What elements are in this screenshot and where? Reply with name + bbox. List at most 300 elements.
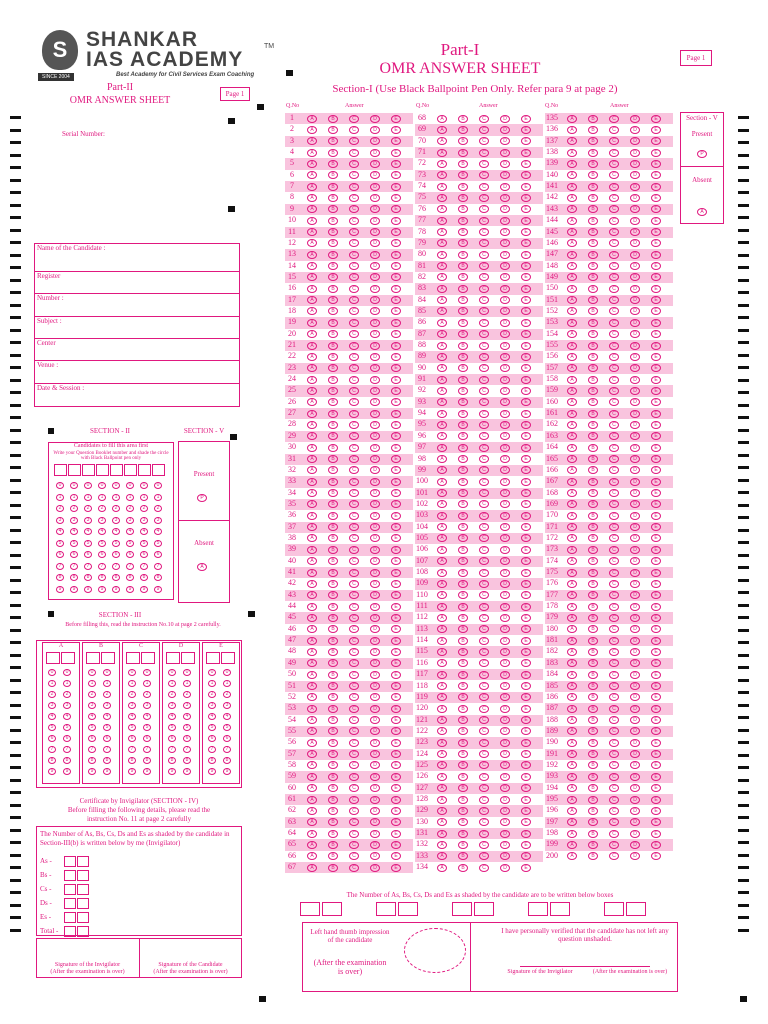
answer-bubble[interactable]: D: [630, 512, 640, 520]
answer-bubble[interactable]: E: [651, 705, 661, 713]
answer-bubble[interactable]: C: [479, 523, 489, 531]
answer-bubble[interactable]: E: [521, 603, 531, 611]
answer-bubble[interactable]: D: [370, 625, 380, 633]
answer-bubble[interactable]: C: [609, 489, 619, 497]
answer-bubble[interactable]: C: [609, 512, 619, 520]
answer-bubble[interactable]: E: [651, 739, 661, 747]
section3-digit-bubble[interactable]: 7: [48, 746, 56, 753]
answer-bubble[interactable]: D: [370, 478, 380, 486]
answer-bubble[interactable]: D: [370, 376, 380, 384]
section3-digit-bubble[interactable]: 3: [103, 702, 111, 709]
answer-bubble[interactable]: A: [307, 614, 317, 622]
answer-bubble[interactable]: B: [458, 115, 468, 123]
answer-bubble[interactable]: A: [567, 217, 577, 225]
thumb-impression-area[interactable]: [404, 928, 466, 973]
answer-bubble[interactable]: C: [349, 296, 359, 304]
answer-bubble[interactable]: C: [349, 830, 359, 838]
answer-bubble[interactable]: E: [651, 648, 661, 656]
answer-bubble[interactable]: B: [588, 296, 598, 304]
section3-digit-bubble[interactable]: 9: [168, 768, 176, 775]
answer-bubble[interactable]: A: [437, 149, 447, 157]
answer-bubble[interactable]: E: [391, 353, 401, 361]
answer-bubble[interactable]: B: [328, 217, 338, 225]
answer-bubble[interactable]: B: [588, 160, 598, 168]
answer-bubble[interactable]: D: [500, 183, 510, 191]
answer-bubble[interactable]: B: [328, 205, 338, 213]
answer-bubble[interactable]: C: [349, 773, 359, 781]
section3-digit-bubble[interactable]: 2: [103, 691, 111, 698]
invig-count-box[interactable]: [77, 884, 89, 895]
answer-bubble[interactable]: B: [328, 557, 338, 565]
answer-bubble[interactable]: A: [567, 115, 577, 123]
section3-digit-bubble[interactable]: 8: [128, 757, 136, 764]
answer-count-box[interactable]: [550, 902, 570, 916]
answer-bubble[interactable]: A: [567, 353, 577, 361]
answer-bubble[interactable]: B: [458, 534, 468, 542]
section3-digit-bubble[interactable]: 3: [63, 702, 71, 709]
answer-bubble[interactable]: E: [391, 239, 401, 247]
booklet-digit-bubble[interactable]: 9: [84, 586, 92, 593]
answer-bubble[interactable]: D: [370, 137, 380, 145]
answer-bubble[interactable]: A: [307, 398, 317, 406]
answer-bubble[interactable]: B: [458, 296, 468, 304]
booklet-digit-bubble[interactable]: 5: [98, 540, 106, 547]
answer-bubble[interactable]: A: [567, 682, 577, 690]
answer-bubble[interactable]: B: [588, 319, 598, 327]
answer-bubble[interactable]: E: [391, 818, 401, 826]
answer-bubble[interactable]: C: [479, 625, 489, 633]
answer-bubble[interactable]: A: [307, 534, 317, 542]
answer-bubble[interactable]: B: [458, 682, 468, 690]
answer-bubble[interactable]: B: [458, 410, 468, 418]
answer-bubble[interactable]: A: [437, 126, 447, 134]
answer-bubble[interactable]: E: [651, 228, 661, 236]
booklet-digit-bubble[interactable]: 4: [84, 528, 92, 535]
answer-bubble[interactable]: D: [630, 580, 640, 588]
answer-bubble[interactable]: B: [458, 841, 468, 849]
answer-bubble[interactable]: B: [328, 750, 338, 758]
answer-bubble[interactable]: B: [458, 194, 468, 202]
answer-bubble[interactable]: B: [588, 489, 598, 497]
answer-bubble[interactable]: A: [567, 727, 577, 735]
answer-bubble[interactable]: E: [651, 444, 661, 452]
answer-bubble[interactable]: B: [328, 319, 338, 327]
answer-bubble[interactable]: E: [391, 137, 401, 145]
answer-bubble[interactable]: B: [588, 580, 598, 588]
answer-bubble[interactable]: B: [588, 818, 598, 826]
answer-bubble[interactable]: A: [567, 239, 577, 247]
booklet-digit-bubble[interactable]: 4: [140, 528, 148, 535]
answer-bubble[interactable]: D: [500, 137, 510, 145]
answer-bubble[interactable]: D: [370, 852, 380, 860]
invig-count-box[interactable]: [64, 870, 76, 881]
answer-bubble[interactable]: D: [500, 444, 510, 452]
answer-bubble[interactable]: A: [437, 625, 447, 633]
answer-bubble[interactable]: B: [328, 387, 338, 395]
answer-bubble[interactable]: C: [609, 296, 619, 304]
answer-bubble[interactable]: D: [370, 171, 380, 179]
section3-digit-bubble[interactable]: 3: [168, 702, 176, 709]
answer-bubble[interactable]: C: [609, 285, 619, 293]
answer-bubble[interactable]: C: [609, 614, 619, 622]
section3-digit-bubble[interactable]: 0: [128, 669, 136, 676]
answer-bubble[interactable]: E: [651, 603, 661, 611]
section3-digit-bubble[interactable]: 0: [48, 669, 56, 676]
invig-count-box[interactable]: [77, 870, 89, 881]
answer-bubble[interactable]: E: [391, 512, 401, 520]
answer-bubble[interactable]: E: [651, 160, 661, 168]
answer-bubble[interactable]: E: [391, 160, 401, 168]
section3-digit-bubble[interactable]: 8: [168, 757, 176, 764]
answer-bubble[interactable]: A: [307, 228, 317, 236]
answer-bubble[interactable]: E: [521, 591, 531, 599]
answer-bubble[interactable]: B: [458, 603, 468, 611]
booklet-digit-bubble[interactable]: 8: [70, 574, 78, 581]
answer-bubble[interactable]: E: [651, 625, 661, 633]
answer-bubble[interactable]: B: [328, 353, 338, 361]
answer-bubble[interactable]: A: [437, 591, 447, 599]
answer-bubble[interactable]: A: [307, 217, 317, 225]
answer-bubble[interactable]: E: [521, 727, 531, 735]
answer-bubble[interactable]: A: [567, 455, 577, 463]
invig-count-box[interactable]: [64, 912, 76, 923]
answer-bubble[interactable]: A: [307, 546, 317, 554]
booklet-digit-bubble[interactable]: 5: [112, 540, 120, 547]
booklet-digit-bubble[interactable]: 3: [98, 517, 106, 524]
answer-bubble[interactable]: B: [458, 205, 468, 213]
invig-count-box[interactable]: [64, 856, 76, 867]
answer-bubble[interactable]: C: [609, 194, 619, 202]
section3-digit-bubble[interactable]: 4: [88, 713, 96, 720]
answer-bubble[interactable]: C: [609, 115, 619, 123]
answer-bubble[interactable]: D: [370, 761, 380, 769]
answer-bubble[interactable]: C: [349, 273, 359, 281]
answer-bubble[interactable]: A: [307, 115, 317, 123]
answer-bubble[interactable]: E: [391, 557, 401, 565]
answer-bubble[interactable]: D: [370, 455, 380, 463]
answer-bubble[interactable]: E: [651, 171, 661, 179]
booklet-digit-bubble[interactable]: 5: [140, 540, 148, 547]
answer-bubble[interactable]: E: [521, 398, 531, 406]
answer-bubble[interactable]: A: [567, 534, 577, 542]
booklet-digit-bubble[interactable]: 2: [84, 505, 92, 512]
answer-bubble[interactable]: D: [630, 273, 640, 281]
answer-bubble[interactable]: D: [370, 659, 380, 667]
answer-bubble[interactable]: D: [500, 830, 510, 838]
answer-bubble[interactable]: A: [307, 239, 317, 247]
answer-bubble[interactable]: D: [630, 671, 640, 679]
answer-bubble[interactable]: D: [630, 784, 640, 792]
answer-bubble[interactable]: D: [630, 739, 640, 747]
answer-bubble[interactable]: A: [567, 160, 577, 168]
answer-bubble[interactable]: A: [567, 364, 577, 372]
answer-bubble[interactable]: E: [391, 625, 401, 633]
answer-bubble[interactable]: D: [630, 478, 640, 486]
answer-bubble[interactable]: B: [458, 330, 468, 338]
absent-bubble-right[interactable]: A: [697, 208, 707, 216]
answer-bubble[interactable]: A: [567, 330, 577, 338]
answer-bubble[interactable]: B: [328, 432, 338, 440]
answer-bubble[interactable]: A: [437, 239, 447, 247]
section3-digit-bubble[interactable]: 0: [143, 669, 151, 676]
booklet-digit-bubble[interactable]: 8: [56, 574, 64, 581]
answer-bubble[interactable]: C: [479, 864, 489, 872]
answer-bubble[interactable]: B: [328, 410, 338, 418]
answer-bubble[interactable]: C: [479, 750, 489, 758]
answer-bubble[interactable]: B: [458, 750, 468, 758]
answer-bubble[interactable]: A: [307, 160, 317, 168]
answer-bubble[interactable]: D: [370, 500, 380, 508]
answer-bubble[interactable]: D: [500, 353, 510, 361]
answer-bubble[interactable]: C: [609, 773, 619, 781]
answer-bubble[interactable]: D: [500, 296, 510, 304]
answer-bubble[interactable]: E: [391, 761, 401, 769]
answer-bubble[interactable]: A: [307, 818, 317, 826]
answer-bubble[interactable]: A: [437, 183, 447, 191]
answer-bubble[interactable]: C: [349, 251, 359, 259]
answer-bubble[interactable]: C: [609, 761, 619, 769]
answer-bubble[interactable]: C: [609, 421, 619, 429]
answer-bubble[interactable]: D: [500, 807, 510, 815]
answer-bubble[interactable]: C: [609, 262, 619, 270]
answer-bubble[interactable]: D: [630, 285, 640, 293]
booklet-digit-bubble[interactable]: 3: [70, 517, 78, 524]
section3-digit-bubble[interactable]: 6: [88, 735, 96, 742]
answer-bubble[interactable]: B: [588, 217, 598, 225]
answer-bubble[interactable]: C: [609, 160, 619, 168]
answer-bubble[interactable]: E: [521, 205, 531, 213]
answer-bubble[interactable]: B: [328, 262, 338, 270]
answer-bubble[interactable]: C: [479, 330, 489, 338]
answer-bubble[interactable]: D: [370, 841, 380, 849]
booklet-digit-bubble[interactable]: 6: [140, 551, 148, 558]
answer-bubble[interactable]: B: [328, 807, 338, 815]
booklet-digit-bubble[interactable]: 5: [126, 540, 134, 547]
section3-digit-bubble[interactable]: 2: [168, 691, 176, 698]
answer-bubble[interactable]: B: [458, 546, 468, 554]
answer-bubble[interactable]: B: [458, 342, 468, 350]
answer-bubble[interactable]: E: [521, 342, 531, 350]
answer-bubble[interactable]: D: [630, 137, 640, 145]
answer-bubble[interactable]: B: [328, 444, 338, 452]
answer-bubble[interactable]: D: [500, 251, 510, 259]
answer-bubble[interactable]: E: [651, 183, 661, 191]
section3-digit-bubble[interactable]: 5: [88, 724, 96, 731]
answer-bubble[interactable]: B: [328, 239, 338, 247]
answer-bubble[interactable]: E: [651, 330, 661, 338]
answer-bubble[interactable]: E: [521, 228, 531, 236]
answer-bubble[interactable]: C: [479, 818, 489, 826]
answer-bubble[interactable]: E: [391, 126, 401, 134]
section3-digit-bubble[interactable]: 4: [143, 713, 151, 720]
answer-bubble[interactable]: C: [349, 171, 359, 179]
answer-bubble[interactable]: C: [349, 761, 359, 769]
booklet-digit-bubble[interactable]: 7: [98, 563, 106, 570]
answer-bubble[interactable]: C: [479, 807, 489, 815]
answer-bubble[interactable]: B: [588, 807, 598, 815]
answer-bubble[interactable]: E: [521, 171, 531, 179]
answer-bubble[interactable]: B: [458, 716, 468, 724]
answer-bubble[interactable]: A: [307, 296, 317, 304]
answer-bubble[interactable]: B: [458, 796, 468, 804]
answer-bubble[interactable]: C: [609, 319, 619, 327]
section3-digit-bubble[interactable]: 7: [223, 746, 231, 753]
answer-bubble[interactable]: B: [458, 160, 468, 168]
answer-bubble[interactable]: C: [479, 580, 489, 588]
answer-bubble[interactable]: B: [588, 682, 598, 690]
answer-bubble[interactable]: C: [609, 648, 619, 656]
answer-bubble[interactable]: D: [630, 727, 640, 735]
answer-bubble[interactable]: C: [349, 432, 359, 440]
section3-digit-bubble[interactable]: 8: [63, 757, 71, 764]
booklet-digit-bubble[interactable]: 4: [98, 528, 106, 535]
answer-bubble[interactable]: D: [500, 693, 510, 701]
booklet-digit-bubble[interactable]: 4: [126, 528, 134, 535]
answer-bubble[interactable]: C: [479, 512, 489, 520]
section3-digit-bubble[interactable]: 1: [223, 680, 231, 687]
answer-bubble[interactable]: B: [588, 228, 598, 236]
answer-bubble[interactable]: A: [567, 273, 577, 281]
answer-bubble[interactable]: B: [458, 273, 468, 281]
section3-digit-bubble[interactable]: 0: [88, 669, 96, 676]
answer-bubble[interactable]: D: [500, 500, 510, 508]
section3-digit-bubble[interactable]: 4: [168, 713, 176, 720]
answer-bubble[interactable]: B: [328, 455, 338, 463]
answer-bubble[interactable]: D: [630, 500, 640, 508]
answer-bubble[interactable]: C: [349, 603, 359, 611]
answer-bubble[interactable]: C: [609, 466, 619, 474]
answer-bubble[interactable]: A: [307, 682, 317, 690]
section3-digit-bubble[interactable]: 2: [128, 691, 136, 698]
section3-digit-bubble[interactable]: 1: [143, 680, 151, 687]
section3-digit-box[interactable]: [86, 652, 100, 664]
answer-bubble[interactable]: B: [588, 364, 598, 372]
answer-count-box[interactable]: [528, 902, 548, 916]
section3-digit-box[interactable]: [46, 652, 60, 664]
answer-bubble[interactable]: C: [479, 194, 489, 202]
answer-bubble[interactable]: D: [500, 603, 510, 611]
answer-bubble[interactable]: C: [349, 478, 359, 486]
answer-bubble[interactable]: B: [328, 137, 338, 145]
answer-bubble[interactable]: C: [609, 398, 619, 406]
answer-bubble[interactable]: E: [651, 727, 661, 735]
answer-bubble[interactable]: B: [458, 580, 468, 588]
answer-bubble[interactable]: C: [479, 115, 489, 123]
answer-bubble[interactable]: E: [521, 500, 531, 508]
answer-bubble[interactable]: E: [391, 580, 401, 588]
answer-bubble[interactable]: E: [651, 307, 661, 315]
answer-bubble[interactable]: E: [521, 296, 531, 304]
answer-bubble[interactable]: C: [349, 671, 359, 679]
answer-bubble[interactable]: A: [307, 796, 317, 804]
answer-bubble[interactable]: E: [651, 273, 661, 281]
answer-bubble[interactable]: C: [479, 398, 489, 406]
answer-bubble[interactable]: E: [391, 228, 401, 236]
answer-bubble[interactable]: B: [458, 307, 468, 315]
answer-bubble[interactable]: A: [567, 228, 577, 236]
invig-count-box[interactable]: [77, 856, 89, 867]
answer-bubble[interactable]: B: [328, 727, 338, 735]
answer-bubble[interactable]: B: [588, 205, 598, 213]
answer-bubble[interactable]: D: [500, 659, 510, 667]
answer-bubble[interactable]: A: [567, 376, 577, 384]
booklet-digit-bubble[interactable]: 8: [84, 574, 92, 581]
booklet-digit-bubble[interactable]: 7: [112, 563, 120, 570]
answer-bubble[interactable]: C: [609, 444, 619, 452]
section3-digit-bubble[interactable]: 3: [223, 702, 231, 709]
answer-bubble[interactable]: B: [458, 512, 468, 520]
answer-bubble[interactable]: C: [609, 217, 619, 225]
booklet-digit-box[interactable]: [138, 464, 151, 476]
answer-bubble[interactable]: D: [630, 149, 640, 157]
answer-bubble[interactable]: B: [328, 115, 338, 123]
answer-bubble[interactable]: D: [500, 534, 510, 542]
answer-bubble[interactable]: D: [370, 727, 380, 735]
answer-bubble[interactable]: A: [307, 625, 317, 633]
answer-bubble[interactable]: A: [437, 830, 447, 838]
answer-bubble[interactable]: D: [630, 296, 640, 304]
answer-bubble[interactable]: D: [370, 342, 380, 350]
answer-bubble[interactable]: A: [567, 557, 577, 565]
answer-bubble[interactable]: D: [370, 410, 380, 418]
answer-bubble[interactable]: E: [391, 671, 401, 679]
answer-bubble[interactable]: B: [458, 591, 468, 599]
candidate-field-4[interactable]: Center: [35, 338, 240, 347]
answer-bubble[interactable]: E: [391, 773, 401, 781]
answer-bubble[interactable]: D: [500, 273, 510, 281]
answer-bubble[interactable]: E: [651, 614, 661, 622]
answer-bubble[interactable]: A: [567, 523, 577, 531]
answer-bubble[interactable]: B: [328, 478, 338, 486]
answer-bubble[interactable]: D: [370, 160, 380, 168]
answer-bubble[interactable]: C: [479, 705, 489, 713]
answer-bubble[interactable]: B: [458, 285, 468, 293]
answer-bubble[interactable]: C: [479, 444, 489, 452]
answer-bubble[interactable]: D: [500, 330, 510, 338]
answer-bubble[interactable]: A: [567, 603, 577, 611]
answer-bubble[interactable]: B: [588, 376, 598, 384]
answer-bubble[interactable]: B: [328, 160, 338, 168]
booklet-digit-bubble[interactable]: 5: [154, 540, 162, 547]
answer-bubble[interactable]: A: [307, 784, 317, 792]
answer-bubble[interactable]: B: [328, 625, 338, 633]
answer-bubble[interactable]: C: [349, 523, 359, 531]
answer-bubble[interactable]: B: [328, 228, 338, 236]
answer-bubble[interactable]: E: [521, 852, 531, 860]
section3-digit-bubble[interactable]: 4: [128, 713, 136, 720]
answer-bubble[interactable]: E: [651, 387, 661, 395]
answer-bubble[interactable]: A: [437, 807, 447, 815]
answer-bubble[interactable]: E: [391, 659, 401, 667]
answer-bubble[interactable]: B: [588, 796, 598, 804]
section3-digit-bubble[interactable]: 5: [48, 724, 56, 731]
answer-bubble[interactable]: E: [391, 796, 401, 804]
answer-bubble[interactable]: A: [567, 285, 577, 293]
answer-bubble[interactable]: D: [630, 217, 640, 225]
candidate-field-1[interactable]: Register: [35, 271, 240, 280]
section3-digit-bubble[interactable]: 1: [88, 680, 96, 687]
answer-bubble[interactable]: E: [521, 693, 531, 701]
answer-bubble[interactable]: B: [588, 591, 598, 599]
answer-bubble[interactable]: C: [349, 864, 359, 872]
section3-digit-box[interactable]: [101, 652, 115, 664]
answer-bubble[interactable]: D: [370, 285, 380, 293]
answer-bubble[interactable]: E: [391, 285, 401, 293]
answer-bubble[interactable]: A: [437, 489, 447, 497]
answer-bubble[interactable]: B: [458, 137, 468, 145]
answer-bubble[interactable]: D: [630, 557, 640, 565]
answer-bubble[interactable]: A: [307, 444, 317, 452]
